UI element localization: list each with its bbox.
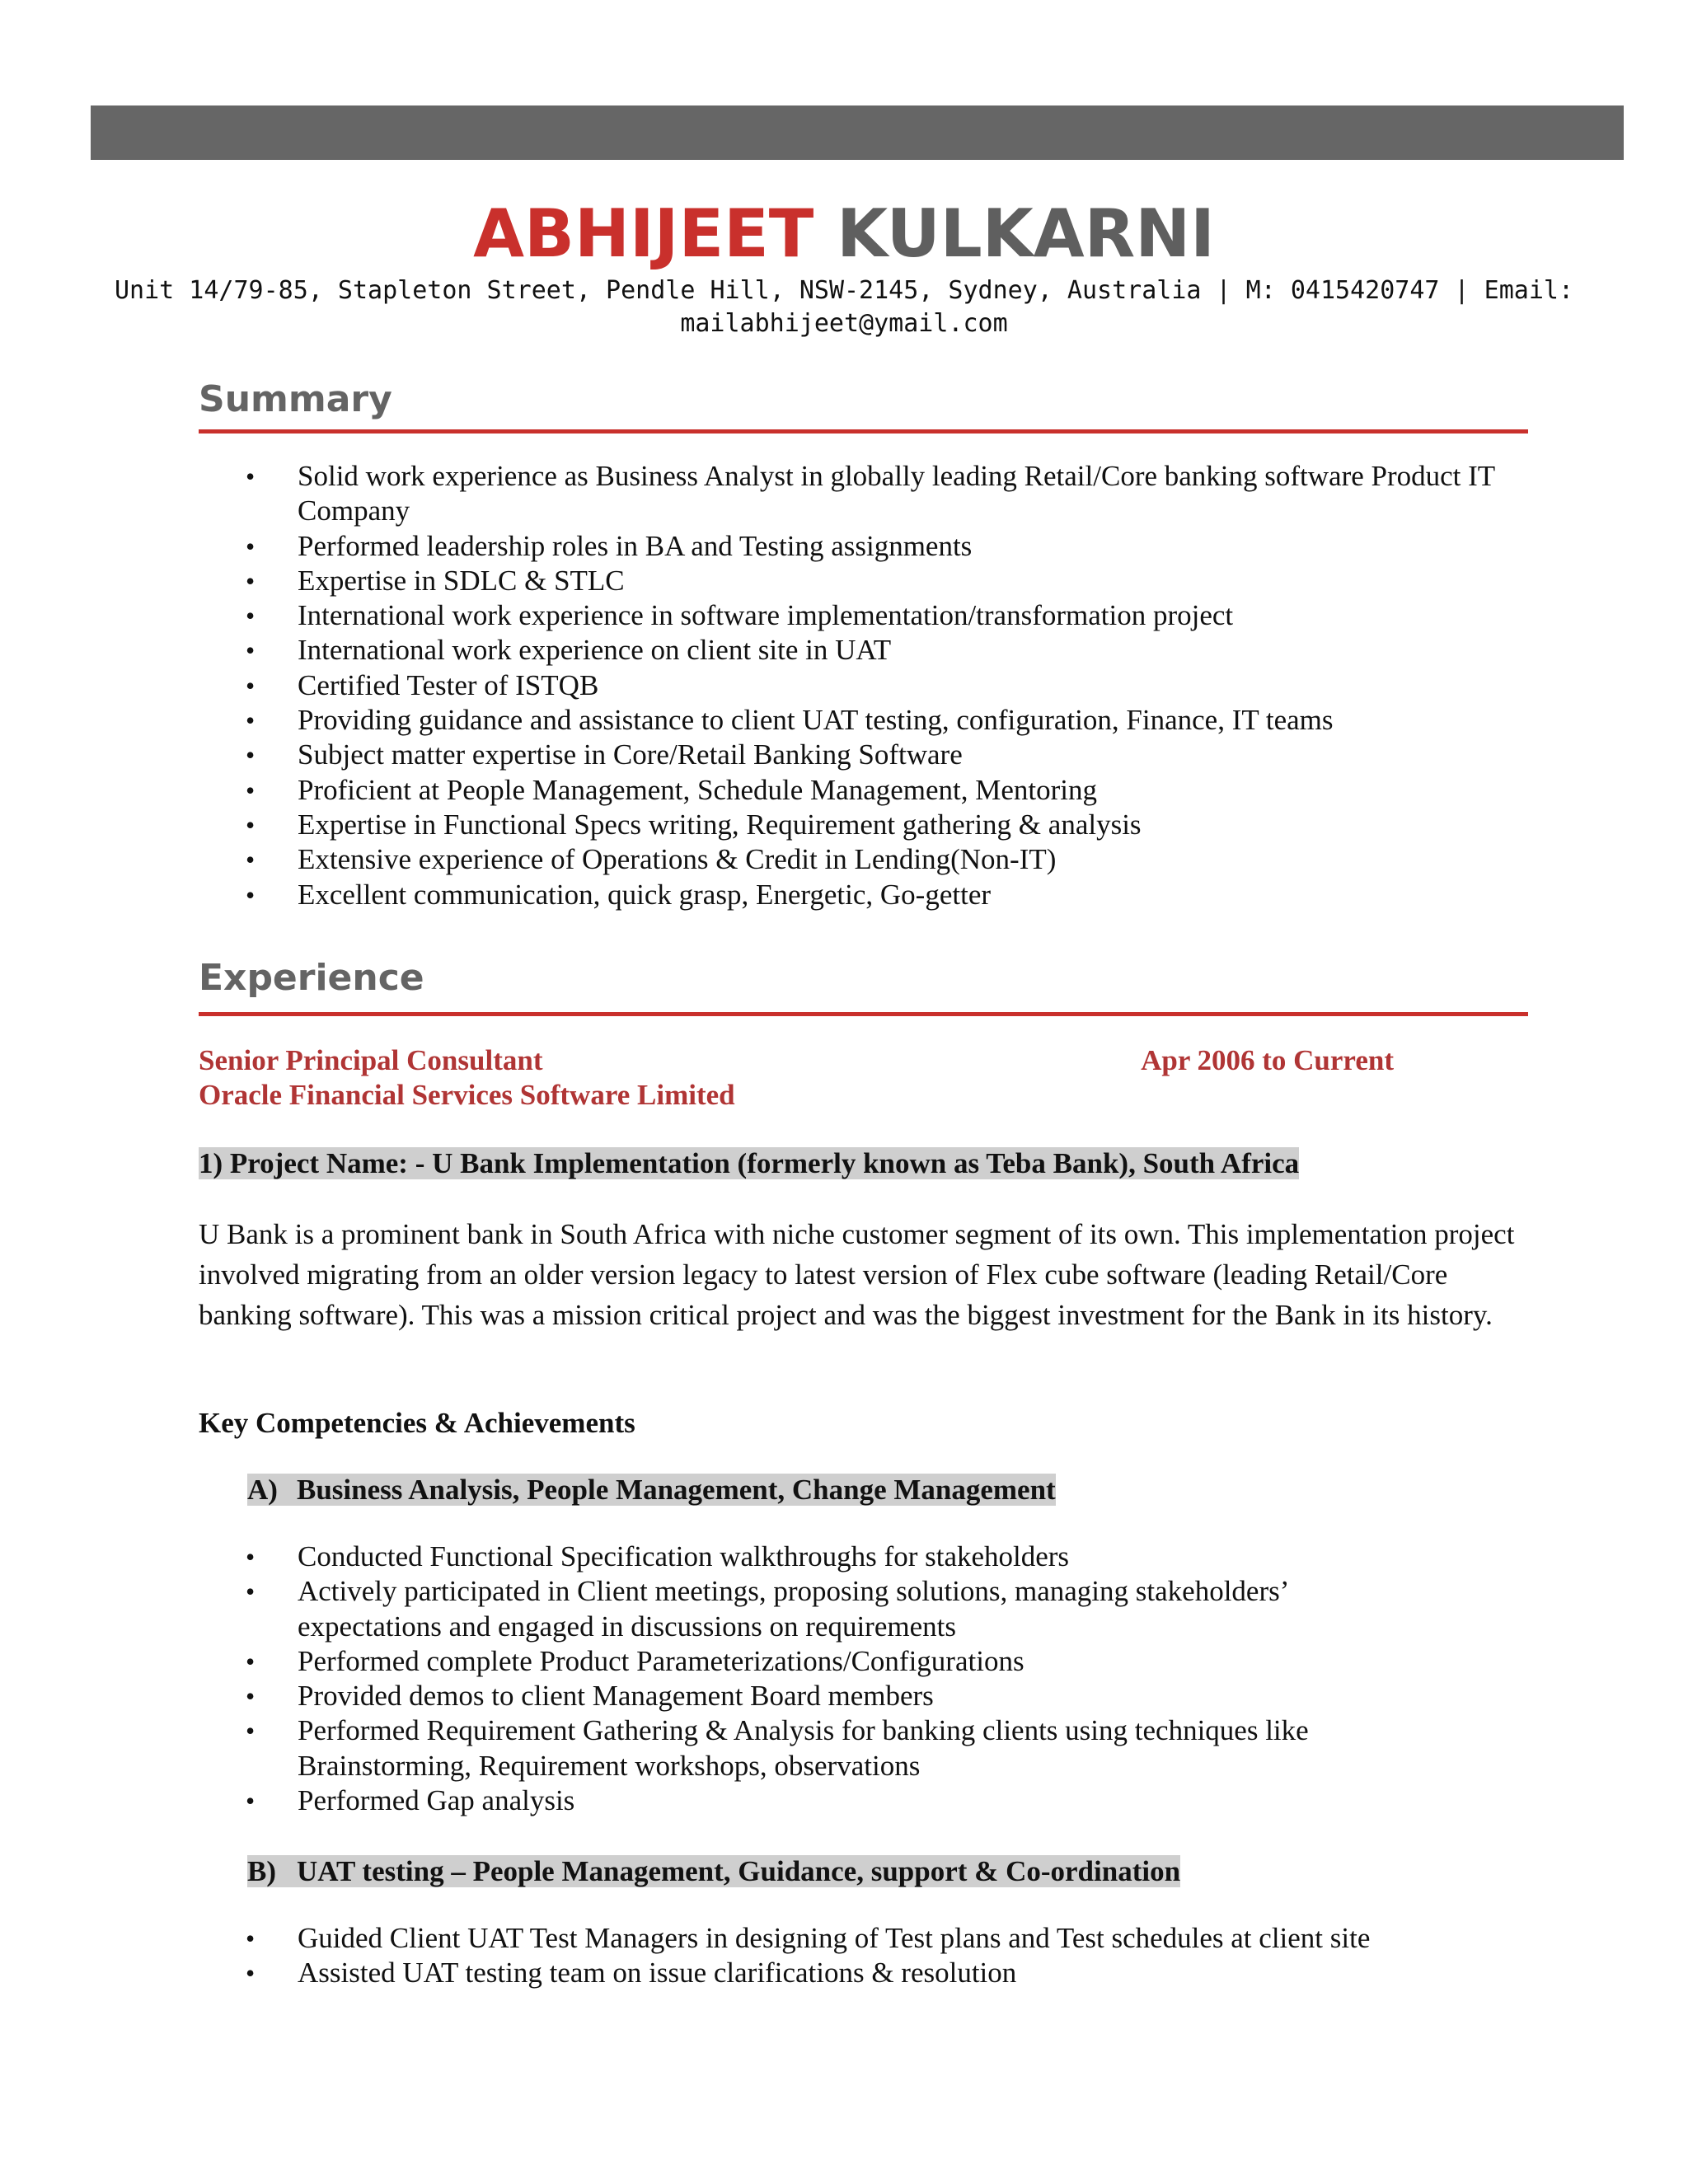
list-item: • International work experience in software implementation/transformation project bbox=[199, 598, 1517, 633]
project-name bbox=[199, 1146, 1299, 1182]
list-item: • Performed leadership roles in BA and Testing assignments bbox=[199, 529, 1517, 564]
project-description: U Bank is a prominent bank in South Africa with niche customer segment of its own. This implementation project involved migrating from an older version legacy to latest version of Flex cube software (leading Retail/Core banking software). This was a mission critical project and was the biggest investment for the Bank in its history. bbox=[199, 1218, 1515, 1331]
subsection-a-list bbox=[199, 1540, 1386, 1818]
list-item: • Performed complete Product Parameterizations/Configurations bbox=[199, 1644, 1386, 1679]
list-item: • Guided Client UAT Test Managers in designing of Test plans and Test schedules at client site bbox=[199, 1921, 1550, 1956]
summary-rule bbox=[199, 429, 1528, 434]
summary-heading: Summary bbox=[199, 378, 392, 420]
contact-info bbox=[0, 274, 1688, 340]
list-item: • Provided demos to client Management Board members bbox=[199, 1679, 1386, 1713]
list-item: • Subject matter expertise in Core/Retail Banking Software bbox=[199, 738, 1517, 772]
list-item: • Proficient at People Management, Schedule Management, Mentoring bbox=[199, 773, 1517, 808]
subsection-title: Business Analysis, People Management, Change Management bbox=[297, 1474, 1056, 1506]
list-item: • International work experience on client site in UAT bbox=[199, 633, 1517, 668]
contact-line-address: Unit 14/79-85, Stapleton Street, Pendle Hill, NSW-2145, Sydney, Australia | M: 0415420747 | Email: bbox=[114, 276, 1574, 305]
first-name: ABHIJEET bbox=[473, 195, 814, 272]
subsection-letter: A) bbox=[247, 1474, 278, 1506]
subsection-letter: B) bbox=[247, 1855, 276, 1887]
company-name: Oracle Financial Services Software Limited bbox=[199, 1079, 735, 1111]
job-title-row bbox=[199, 1043, 1394, 1078]
list-item: • Providing guidance and assistance to client UAT testing, configuration, Finance, IT teams bbox=[199, 703, 1517, 738]
key-competencies-heading: Key Competencies & Achievements bbox=[199, 1407, 635, 1439]
list-item: • Assisted UAT testing team on issue clarifications & resolution bbox=[199, 1956, 1550, 1990]
last-name: KULKARNI bbox=[837, 195, 1215, 272]
job-dates: Apr 2006 to Current bbox=[1141, 1044, 1394, 1076]
candidate-name bbox=[0, 194, 1688, 274]
project-name-text: 1) Project Name: - U Bank Implementation (formerly known as Teba Bank), South Africa bbox=[199, 1147, 1300, 1179]
experience-heading: Experience bbox=[199, 957, 424, 999]
list-item: • Expertise in SDLC & STLC bbox=[199, 564, 1517, 598]
subsection-a-heading bbox=[247, 1472, 1056, 1508]
list-item: • Expertise in Functional Specs writing, Requirement gathering & analysis bbox=[199, 808, 1517, 842]
list-item: • Certified Tester of ISTQB bbox=[199, 668, 1517, 703]
summary-list bbox=[199, 459, 1517, 912]
contact-line-email: mailabhijeet@ymail.com bbox=[680, 309, 1008, 338]
subsection-title: UAT testing – People Management, Guidance, support & Co-ordination bbox=[297, 1855, 1181, 1887]
list-item: • Extensive experience of Operations & Credit in Lending(Non-IT) bbox=[199, 842, 1517, 877]
list-item: • Performed Requirement Gathering & Analysis for banking clients using techniques like Brainstorming, Requirement workshops, observations bbox=[199, 1713, 1386, 1783]
list-item: • Conducted Functional Specification walkthroughs for stakeholders bbox=[199, 1540, 1386, 1574]
header-bar bbox=[91, 105, 1624, 160]
list-item: • Performed Gap analysis bbox=[199, 1783, 1386, 1818]
list-item: • Actively participated in Client meetings, proposing solutions, managing stakeholders’ expectations and engaged in discussions on requirements bbox=[199, 1574, 1386, 1644]
subsection-b-list bbox=[199, 1921, 1550, 1991]
subsection-b-heading bbox=[247, 1854, 1180, 1890]
experience-rule bbox=[199, 1012, 1528, 1016]
list-item: • Solid work experience as Business Analyst in globally leading Retail/Core banking software Product IT Company bbox=[199, 459, 1517, 529]
list-item: • Excellent communication, quick grasp, Energetic, Go-getter bbox=[199, 878, 1517, 912]
job-title: Senior Principal Consultant bbox=[199, 1044, 543, 1076]
